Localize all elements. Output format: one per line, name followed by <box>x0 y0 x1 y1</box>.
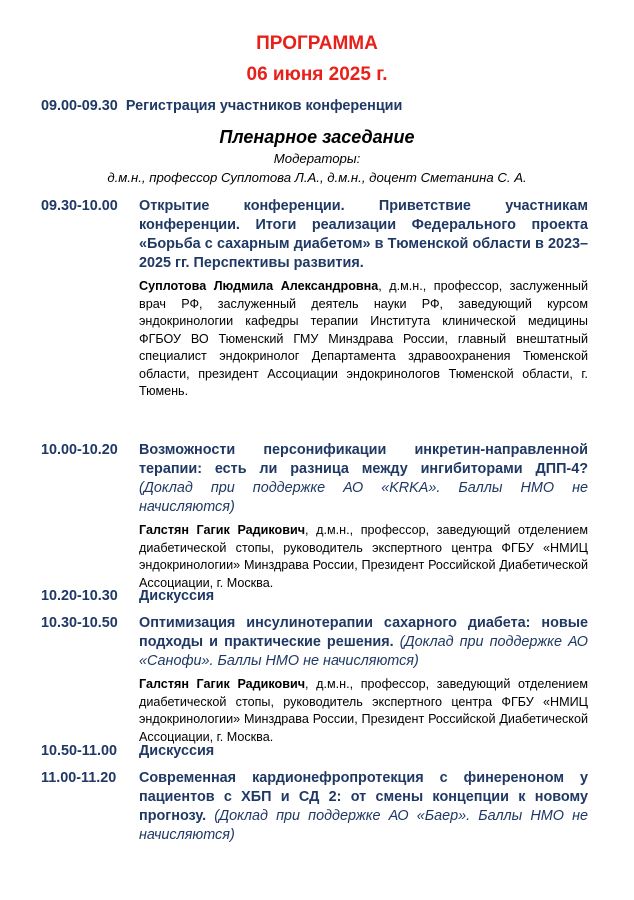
item-time: 10.50-11.00 <box>41 743 118 759</box>
topic-text: Открытие конференции. Приветствие участникам конференции. Итоги реализации Федерального проекта «Борьба с сахарным диабетом» в Тюменской области в 2023–2025 гг. Перспективы развития. <box>139 198 588 271</box>
registration-label: Регистрация участников конференции <box>125 98 403 114</box>
topic-text: Дискуссия <box>139 743 215 759</box>
item-topic <box>139 614 588 671</box>
item-time: 09.30-10.00 <box>41 198 118 214</box>
item-content <box>139 742 588 761</box>
item-content <box>139 614 588 746</box>
topic-text: Возможности персонификации инкретин-направленной терапии: есть ли разница между ингибиторами ДПП-4? <box>139 442 588 477</box>
item-content <box>139 769 588 845</box>
item-topic <box>139 197 588 273</box>
item-time: 10.00-10.20 <box>41 442 118 458</box>
program-date: 06 июня 2025 г. <box>246 64 388 85</box>
item-time: 11.00-11.20 <box>41 770 117 786</box>
moderators-names: д.м.н., профессор Суплотова Л.А., д.м.н., доцент Сметанина С. А. <box>107 170 527 185</box>
topic-note: (Доклад при поддержке АО «KRKA». Баллы НМО не начисляются) <box>139 480 588 515</box>
program-title: ПРОГРАММА <box>256 33 378 54</box>
speaker-info: , д.м.н., профессор, заведующий отделением диабетической стопы, руководитель экспертного центра ФГБУ «НМИЦ эндокринологии» Минздрава России, Президент Российской Диабетической Ассоциации, г. Москва. <box>139 523 588 590</box>
item-content <box>139 587 588 606</box>
plenary-title: Пленарное заседание <box>219 127 415 147</box>
registration-row <box>41 98 402 114</box>
item-topic <box>139 441 588 517</box>
topic-note: (Доклад при поддержке АО «Санофи». Баллы НМО не начисляются) <box>139 634 588 669</box>
item-content <box>139 441 588 592</box>
speaker-info: , д.м.н., профессор, заслуженный врач РФ, заслуженный деятель науки РФ, заведующий курсом эндокринологии кафедры терапии Института клинической медицины ФГБОУ ВО Тюменский ГМУ Минздрава России, главный внештатный специалист эндокринолог Департамента здравоохранения Тюменской области, президент Ассоциации эндокринологов Тюменской области, г. Тюмень. <box>139 279 588 398</box>
item-time: 10.20-10.30 <box>41 588 118 604</box>
speaker-block <box>139 522 588 592</box>
speaker-name: Суплотова Людмила Александровна <box>139 279 379 293</box>
topic-text: Современная кардионефропротекция с финереноном у пациентов с ХБП и СД 2: от смены концепции к новому прогнозу. <box>139 770 588 824</box>
item-time: 10.30-10.50 <box>41 615 118 631</box>
speaker-block <box>139 676 588 746</box>
speaker-block <box>139 278 588 401</box>
item-topic <box>139 742 588 761</box>
speaker-name: Галстян Гагик Радикович <box>139 677 306 691</box>
speaker-info: , д.м.н., профессор, заведующий отделением диабетической стопы, руководитель экспертного центра ФГБУ «НМИЦ эндокринологии» Минздрава России, Президент Российской Диабетической Ассоциации, г. Москва. <box>139 677 588 744</box>
registration-time: 09.00-09.30 <box>41 98 118 114</box>
topic-text: Дискуссия <box>139 588 215 604</box>
item-content <box>139 197 588 401</box>
speaker-name: Галстян Гагик Радикович <box>139 523 306 537</box>
item-topic <box>139 587 588 606</box>
item-topic <box>139 769 588 845</box>
topic-text: Оптимизация инсулинотерапии сахарного диабета: новые подходы и практические решения. <box>139 615 588 650</box>
topic-note: (Доклад при поддержке АО «Баер». Баллы НМО не начисляются) <box>139 808 588 843</box>
moderators-label: Модераторы: <box>273 151 361 166</box>
